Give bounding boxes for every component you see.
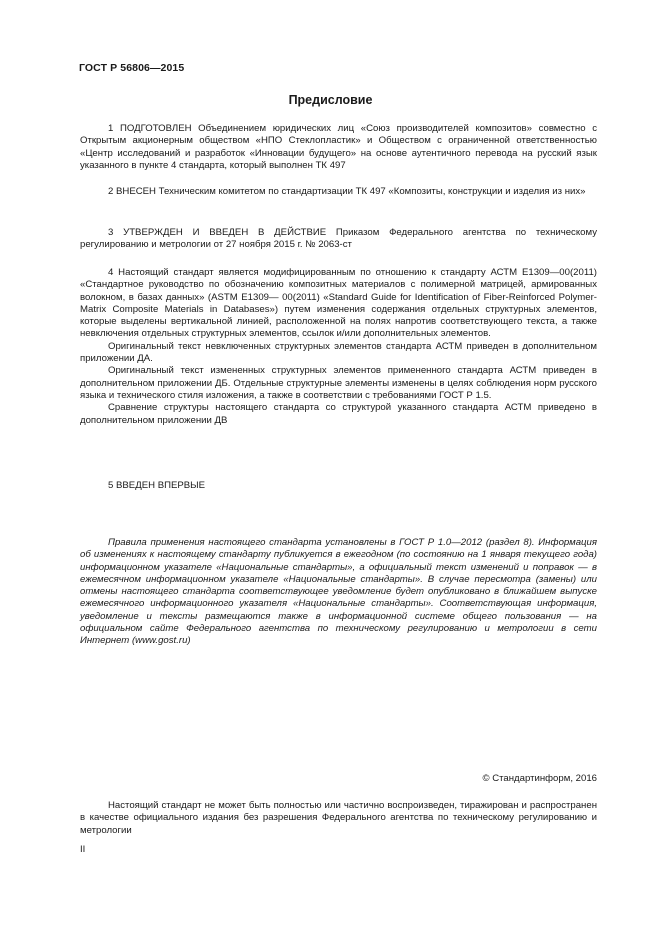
page-title: Предисловие xyxy=(288,93,373,107)
section-1 xyxy=(80,123,597,172)
section-4 xyxy=(80,267,597,427)
rights-text: Настоящий стандарт не может быть полностью или частично воспроизведен, тиражирован и распространен в качестве официального издания без разрешения Федерального агентства по техническому регулированию и метрологии xyxy=(80,800,597,836)
copyright-line: © Стандартинформ, 2016 xyxy=(482,773,597,784)
section-4-paragraph: Сравнение структуры настоящего стандарта со структурой указанного стандарта АСТМ приведено в дополнительном приложении ДВ xyxy=(80,402,597,426)
reproduction-rights xyxy=(80,800,597,837)
notice-text: Правила применения настоящего стандарта установлены в ГОСТ Р 1.0—2012 (раздел 8). Информация об изменениях к настоящему стандарту публикуется в ежегодном (по состоянию на 1 января текущего года) информационном указателе «Национальные стандарты», а официальный текст изменений и поправок — в ежемесячном информационном указателе «Национальные стандарты». В случае пересмотра (замены) или отмены настоящего стандарта соответствующее уведомление будет опубликовано в ближайшем выпуске ежемесячного информационного указателя «Национальные стандарты». Соответствующая информация, уведомление и тексты размещаются также в информационной системе общего пользования — на официальном сайте Федерального агентства по техническому регулированию и метрологии в сети Интернет (www.gost.ru) xyxy=(80,537,597,647)
section-5-text: 5 ВВЕДЕН ВПЕРВЫЕ xyxy=(108,480,206,491)
section-4-paragraph: Оригинальный текст невключенных структурных элементов стандарта АСТМ приведен в дополнительном приложении ДА. xyxy=(80,340,597,365)
page-number: II xyxy=(80,844,86,855)
section-3 xyxy=(80,227,597,252)
section-5 xyxy=(80,480,597,492)
section-4-paragraph: 4 Настоящий стандарт является модифицированным по отношению к стандарту АСТМ Е1309—00(2011) «Стандартное руководство по обозначению композитных материалов с полимерной матрицей, армированных волокном, в базах данных» (ASTM E1309— 00(2011) «Standard Guide for Identification of Fiber-Reinforced Polymer-Matrix Composite Materials in Databases») путем изменения содержания отдельных структурных элементов, которые выделены вертикальной линией, расположенной на полях напротив соответствующего текста, а также невключения отдельных структурных элементов, ссылок и/или дополнительных элементов. xyxy=(80,267,597,340)
document-code: ГОСТ Р 56806—2015 xyxy=(79,62,185,74)
section-4-paragraph: Оригинальный текст измененных структурных элементов примененного стандарта АСТМ приведен в дополнительном приложении ДБ. Отдельные структурные элементы изменены в целях соблюдения норм русского языка и технического стиля изложения, а также в соответствии с требованиями ГОСТ Р 1.5. xyxy=(80,365,597,401)
application-rules-notice xyxy=(80,537,597,648)
section-1-text: 1 ПОДГОТОВЛЕН Объединением юридических лиц «Союз производителей композитов» совместно с Открытым акционерным обществом «НПО Стеклопластик» и Обществом с ограниченной ответственностью «Центр исследований и разработок «Инновации будущего» на основе аутентичного перевода на русский язык указанного в пункте 4 стандарта, который выполнен ТК 497 xyxy=(80,123,597,171)
section-2 xyxy=(80,186,597,198)
section-3-text: 3 УТВЕРЖДЕН И ВВЕДЕН В ДЕЙСТВИЕ Приказом Федерального агентства по техническому регулированию и метрологии от 27 ноября 2015 г. № 2063-ст xyxy=(80,227,597,251)
section-2-text: 2 ВНЕСЕН Техническим комитетом по стандартизации ТК 497 «Композиты, конструкции и изделия из них» xyxy=(108,186,586,197)
